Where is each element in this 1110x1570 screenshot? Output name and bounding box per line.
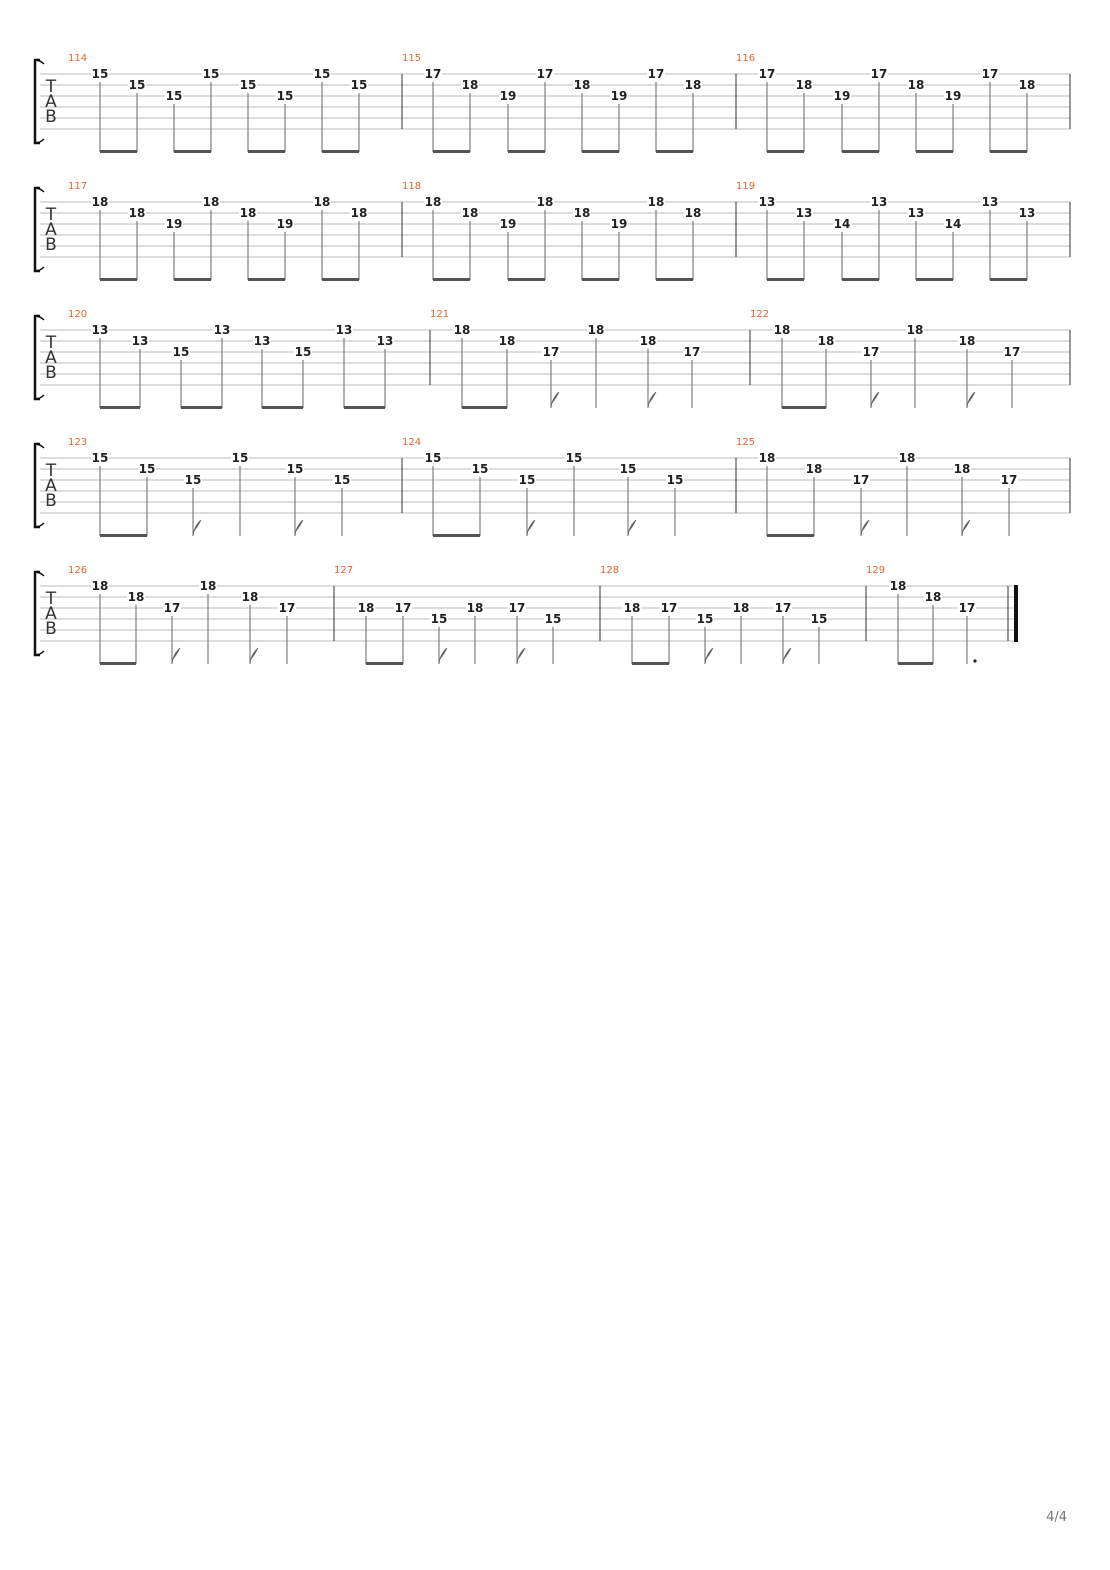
fret-number: 17: [542, 345, 560, 359]
fret-number: 13: [870, 195, 888, 209]
tab-clef-letter: B: [45, 619, 57, 639]
note-beam: [248, 278, 285, 281]
tab-clef-letter: A: [45, 348, 57, 368]
measure-number: 124: [402, 437, 422, 448]
fret-number: 17: [774, 601, 792, 615]
note-flag: [250, 648, 258, 664]
fret-number: 18: [573, 206, 591, 220]
note-beam: [656, 278, 693, 281]
fret-number: 15: [471, 462, 489, 476]
tab-system: [35, 309, 1070, 409]
note-flag: [962, 520, 970, 536]
note-beam: [990, 150, 1027, 153]
system-bracket: [35, 444, 40, 527]
tab-system: [35, 181, 1070, 281]
fret-number: 19: [499, 89, 517, 103]
measure-number: 127: [334, 565, 354, 576]
fret-number: 18: [202, 195, 220, 209]
fret-number: 18: [241, 590, 259, 604]
fret-number: 18: [805, 462, 823, 476]
note-beam: [767, 278, 804, 281]
bracket-hook: [35, 523, 44, 527]
fret-number: 15: [239, 78, 257, 92]
tab-clef-letter: B: [45, 363, 57, 383]
final-barline-thick: [1014, 585, 1018, 642]
note-flag: [628, 520, 636, 536]
fret-number: 17: [683, 345, 701, 359]
measure-number: 118: [402, 181, 422, 192]
note-beam: [782, 406, 826, 409]
fret-number: 17: [870, 67, 888, 81]
fret-number: 15: [424, 451, 442, 465]
measure-number: 126: [68, 565, 88, 576]
note-beam: [990, 278, 1027, 281]
note-beam: [462, 406, 507, 409]
fret-number: 15: [313, 67, 331, 81]
fret-number: 17: [508, 601, 526, 615]
tab-system: [35, 437, 1070, 537]
system-bracket: [35, 60, 40, 143]
note-flag: [967, 392, 975, 408]
tab-clef-letter: A: [45, 604, 57, 624]
note-beam: [100, 406, 140, 409]
fret-number: 18: [573, 78, 591, 92]
fret-number: 15: [138, 462, 156, 476]
fret-number: 17: [647, 67, 665, 81]
note-beam: [181, 406, 222, 409]
fret-number: 18: [684, 206, 702, 220]
note-flag: [783, 648, 791, 664]
measure-number: 121: [430, 309, 450, 320]
fret-number: 15: [202, 67, 220, 81]
note-beam: [100, 150, 137, 153]
fret-number: 17: [394, 601, 412, 615]
fret-number: 17: [1000, 473, 1018, 487]
duration-dot: [973, 659, 976, 662]
fret-number: 13: [758, 195, 776, 209]
fret-number: 15: [810, 612, 828, 626]
measure-number: 129: [866, 565, 886, 576]
fret-number: 19: [610, 217, 628, 231]
fret-number: 18: [199, 579, 217, 593]
fret-number: 15: [276, 89, 294, 103]
tab-clef-letter: T: [45, 589, 57, 609]
note-beam: [767, 534, 814, 537]
fret-number: 18: [453, 323, 471, 337]
note-beam: [582, 150, 619, 153]
fret-number: 18: [732, 601, 750, 615]
bracket-hook: [35, 188, 44, 192]
fret-number: 18: [907, 78, 925, 92]
fret-number: 17: [163, 601, 181, 615]
fret-number: 18: [906, 323, 924, 337]
fret-number: 18: [536, 195, 554, 209]
tab-clef-letter: T: [45, 333, 57, 353]
note-beam: [248, 150, 285, 153]
fret-number: 19: [276, 217, 294, 231]
fret-number: 18: [424, 195, 442, 209]
bracket-hook: [35, 395, 44, 399]
fret-number: 19: [165, 217, 183, 231]
note-beam: [100, 534, 147, 537]
note-beam: [366, 662, 403, 665]
bracket-hook: [35, 139, 44, 143]
note-flag: [172, 648, 180, 664]
fret-number: 18: [239, 206, 257, 220]
note-flag: [527, 520, 535, 536]
bracket-hook: [35, 316, 44, 320]
fret-number: 18: [953, 462, 971, 476]
fret-number: 18: [127, 590, 145, 604]
tab-clef-letter: B: [45, 107, 57, 127]
fret-number: 13: [795, 206, 813, 220]
measure-number: 116: [736, 53, 756, 64]
system-bracket: [35, 188, 40, 271]
fret-number: 15: [128, 78, 146, 92]
note-beam: [174, 278, 211, 281]
note-beam: [916, 150, 953, 153]
fret-number: 15: [619, 462, 637, 476]
fret-number: 13: [91, 323, 109, 337]
fret-number: 17: [862, 345, 880, 359]
bracket-hook: [35, 60, 44, 64]
note-beam: [262, 406, 303, 409]
measure-number: 123: [68, 437, 88, 448]
fret-number: 19: [833, 89, 851, 103]
fret-number: 15: [91, 67, 109, 81]
fret-number: 17: [1003, 345, 1021, 359]
fret-number: 18: [587, 323, 605, 337]
note-flag: [193, 520, 201, 536]
fret-number: 18: [466, 601, 484, 615]
fret-number: 18: [623, 601, 641, 615]
fret-number: 15: [286, 462, 304, 476]
note-beam: [582, 278, 619, 281]
fret-number: 15: [294, 345, 312, 359]
fret-number: 15: [544, 612, 562, 626]
fret-number: 15: [350, 78, 368, 92]
measure-number: 128: [600, 565, 620, 576]
fret-number: 17: [424, 67, 442, 81]
fret-number: 18: [91, 579, 109, 593]
fret-number: 18: [639, 334, 657, 348]
fret-number: 17: [958, 601, 976, 615]
fret-number: 18: [498, 334, 516, 348]
tab-clef-letter: A: [45, 92, 57, 112]
measure-number: 117: [68, 181, 88, 192]
fret-number: 19: [944, 89, 962, 103]
fret-number: 18: [1018, 78, 1036, 92]
fret-number: 18: [350, 206, 368, 220]
fret-number: 18: [647, 195, 665, 209]
tab-system: [35, 565, 1018, 665]
bracket-hook: [35, 267, 44, 271]
note-flag: [439, 648, 447, 664]
tab-system: [35, 53, 1070, 153]
measure-number: 114: [68, 53, 88, 64]
tab-clef-letter: T: [45, 77, 57, 97]
note-beam: [767, 150, 804, 153]
fret-number: 17: [278, 601, 296, 615]
note-flag: [871, 392, 879, 408]
measure-number: 122: [750, 309, 770, 320]
fret-number: 18: [795, 78, 813, 92]
system-bracket: [35, 572, 40, 655]
tab-clef-letter: T: [45, 461, 57, 481]
fret-number: 17: [758, 67, 776, 81]
note-beam: [433, 278, 470, 281]
note-beam: [656, 150, 693, 153]
note-beam: [632, 662, 669, 665]
note-flag: [295, 520, 303, 536]
fret-number: 13: [376, 334, 394, 348]
fret-number: 13: [1018, 206, 1036, 220]
note-beam: [100, 662, 136, 665]
fret-number: 18: [461, 206, 479, 220]
fret-number: 13: [907, 206, 925, 220]
fret-number: 15: [91, 451, 109, 465]
note-beam: [433, 150, 470, 153]
note-flag: [861, 520, 869, 536]
fret-number: 18: [684, 78, 702, 92]
note-beam: [100, 278, 137, 281]
fret-number: 18: [773, 323, 791, 337]
fret-number: 15: [430, 612, 448, 626]
tab-clef-letter: B: [45, 235, 57, 255]
measure-number: 115: [402, 53, 422, 64]
fret-number: 18: [898, 451, 916, 465]
measure-number: 125: [736, 437, 756, 448]
fret-number: 15: [666, 473, 684, 487]
bracket-hook: [35, 572, 44, 576]
note-beam: [322, 278, 359, 281]
fret-number: 19: [499, 217, 517, 231]
note-beam: [842, 150, 879, 153]
fret-number: 18: [357, 601, 375, 615]
note-flag: [551, 392, 559, 408]
note-beam: [433, 534, 480, 537]
note-flag: [648, 392, 656, 408]
tab-clef-letter: A: [45, 476, 57, 496]
fret-number: 15: [518, 473, 536, 487]
note-beam: [842, 278, 879, 281]
bracket-hook: [35, 444, 44, 448]
fret-number: 15: [165, 89, 183, 103]
note-beam: [344, 406, 385, 409]
fret-number: 18: [461, 78, 479, 92]
fret-number: 18: [889, 579, 907, 593]
fret-number: 17: [852, 473, 870, 487]
note-beam: [508, 150, 545, 153]
fret-number: 13: [253, 334, 271, 348]
fret-number: 13: [981, 195, 999, 209]
fret-number: 17: [660, 601, 678, 615]
fret-number: 18: [817, 334, 835, 348]
fret-number: 18: [313, 195, 331, 209]
fret-number: 15: [184, 473, 202, 487]
fret-number: 14: [833, 217, 851, 231]
fret-number: 13: [213, 323, 231, 337]
fret-number: 15: [696, 612, 714, 626]
fret-number: 15: [231, 451, 249, 465]
note-beam: [322, 150, 359, 153]
page-number: 4/4: [1046, 1510, 1067, 1525]
note-beam: [508, 278, 545, 281]
fret-number: 18: [958, 334, 976, 348]
fret-number: 19: [610, 89, 628, 103]
tab-clef-letter: T: [45, 205, 57, 225]
note-beam: [916, 278, 953, 281]
measure-number: 120: [68, 309, 88, 320]
measure-number: 119: [736, 181, 756, 192]
note-beam: [898, 662, 933, 665]
note-flag: [517, 648, 525, 664]
fret-number: 18: [924, 590, 942, 604]
fret-number: 17: [981, 67, 999, 81]
fret-number: 18: [758, 451, 776, 465]
fret-number: 15: [565, 451, 583, 465]
tab-clef-letter: B: [45, 491, 57, 511]
fret-number: 13: [131, 334, 149, 348]
fret-number: 14: [944, 217, 962, 231]
system-bracket: [35, 316, 40, 399]
fret-number: 15: [333, 473, 351, 487]
fret-number: 18: [128, 206, 146, 220]
fret-number: 13: [335, 323, 353, 337]
bracket-hook: [35, 651, 44, 655]
note-beam: [174, 150, 211, 153]
fret-number: 18: [91, 195, 109, 209]
tab-clef-letter: A: [45, 220, 57, 240]
note-flag: [705, 648, 713, 664]
fret-number: 15: [172, 345, 190, 359]
fret-number: 17: [536, 67, 554, 81]
